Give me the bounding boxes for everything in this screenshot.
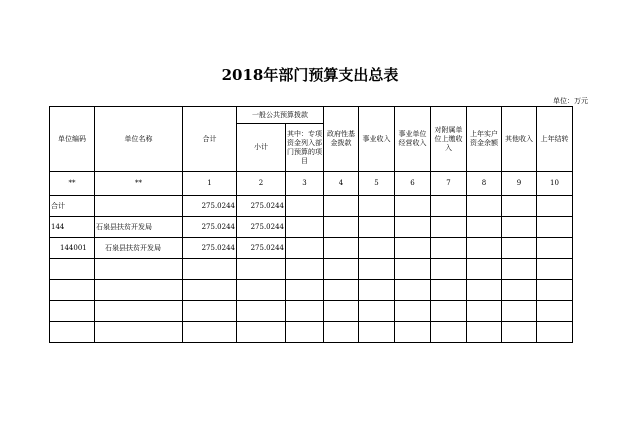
- row-total: 275.0244: [183, 238, 237, 259]
- index-cell: 8: [467, 172, 502, 196]
- header-general-budget: 一般公共预算拨款: [237, 107, 324, 124]
- header-last-year-balance: 上年实户资金余额: [467, 107, 502, 172]
- header-other-income: 其他收入: [502, 107, 537, 172]
- index-row: [50, 172, 573, 196]
- index-cell: 10: [537, 172, 573, 196]
- budget-table: [49, 106, 573, 343]
- row-subtotal: 275.0244: [237, 217, 286, 238]
- row-code: 合计: [50, 196, 95, 217]
- header-operating-income: 事业单位经营收入: [395, 107, 431, 172]
- table-row: [50, 217, 573, 238]
- row-name: 石泉县扶贫开发局: [95, 238, 183, 259]
- header-last-year-carry: 上年结转: [537, 107, 573, 172]
- row-subtotal: 275.0244: [237, 196, 286, 217]
- header-unit-name: 单位名称: [95, 107, 183, 172]
- index-cell: 6: [395, 172, 431, 196]
- header-row-1: [50, 107, 573, 124]
- table-row-empty: [50, 301, 573, 322]
- row-name: [95, 196, 183, 217]
- table-row: [50, 196, 573, 217]
- header-special-items: 其中：专项资金列入部门预算的项目: [286, 124, 324, 172]
- row-subtotal: 275.0244: [237, 238, 286, 259]
- table-row-empty: [50, 259, 573, 280]
- header-subtotal: 小计: [237, 124, 286, 172]
- row-total: 275.0244: [183, 196, 237, 217]
- index-cell: 9: [502, 172, 537, 196]
- table-row: [50, 238, 573, 259]
- index-cell: 7: [431, 172, 467, 196]
- index-cell: 4: [324, 172, 359, 196]
- index-cell: 1: [183, 172, 237, 196]
- header-total: 合计: [183, 107, 237, 172]
- row-total: 275.0244: [183, 217, 237, 238]
- page-title: 2018年部门预算支出总表: [221, 66, 399, 84]
- header-unit-code: 单位编码: [50, 107, 95, 172]
- header-business-income: 事业收入: [359, 107, 395, 172]
- table-row-empty: [50, 322, 573, 343]
- header-gov-fund: 政府性基金拨款: [324, 107, 359, 172]
- index-cell: **: [50, 172, 95, 196]
- row-code: 144: [50, 217, 95, 238]
- index-cell: **: [95, 172, 183, 196]
- index-cell: 2: [237, 172, 286, 196]
- row-code: 144001: [50, 238, 95, 259]
- header-affiliated-income: 对附属单位上缴收入: [431, 107, 467, 172]
- index-cell: 3: [286, 172, 324, 196]
- unit-label: 单位：万元: [553, 97, 588, 105]
- table-row-empty: [50, 280, 573, 301]
- row-name: 石泉县扶贫开发局: [95, 217, 183, 238]
- index-cell: 5: [359, 172, 395, 196]
